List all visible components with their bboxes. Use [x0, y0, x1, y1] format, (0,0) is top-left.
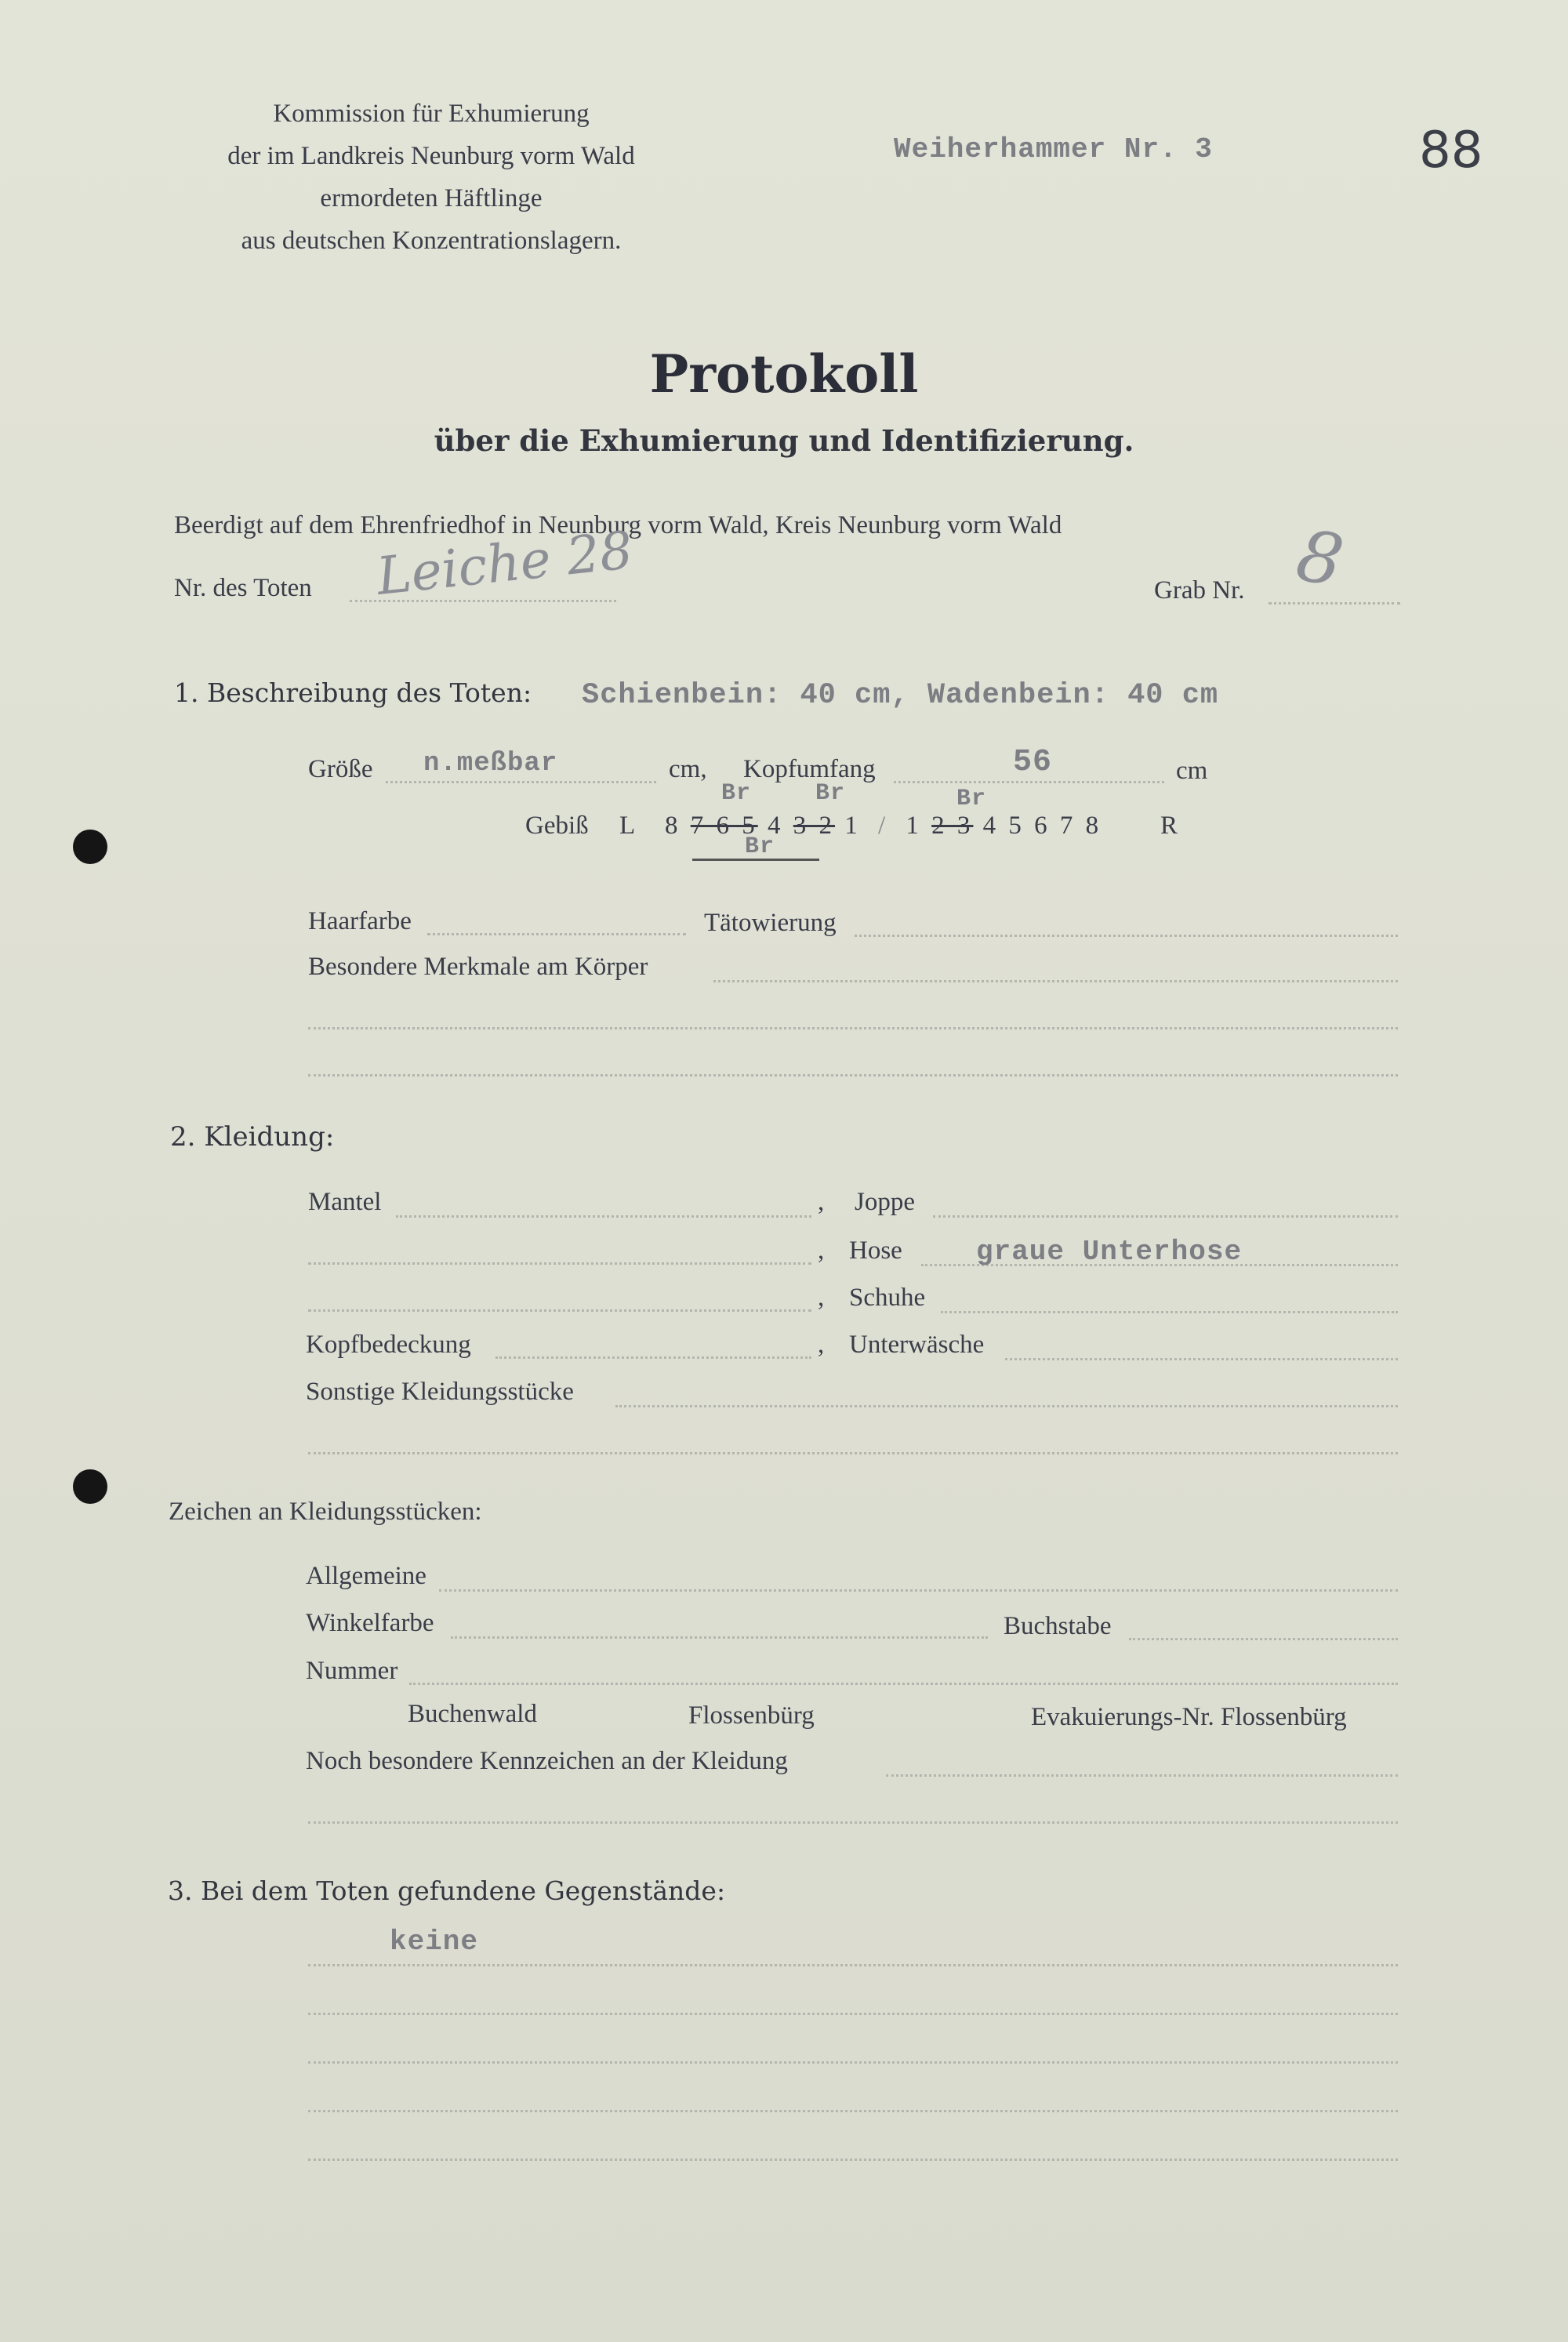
gebiss-right-marker: R [1160, 812, 1178, 840]
dental-underline [692, 859, 819, 861]
zeichen-heading: Zeichen an Kleidungsstücken: [169, 1498, 482, 1526]
nr-toten-label: Nr. des Toten [174, 574, 312, 602]
noch-label: Noch besondere Kennzeichen an der Kleidung [306, 1747, 788, 1775]
kopfbedeckung-label: Kopfbedeckung [306, 1331, 471, 1359]
br-mark-3: Br [956, 786, 987, 812]
mantel-line [396, 1215, 811, 1218]
comma-3: , [818, 1284, 825, 1312]
kopfumfang-line [894, 781, 1164, 783]
noch-line [886, 1774, 1398, 1777]
comma-4: , [818, 1331, 825, 1359]
buchstabe-line [1129, 1638, 1398, 1640]
row3-left-line [308, 1309, 811, 1312]
org-line-2: der im Landkreis Neunburg vorm Wald [227, 142, 635, 170]
teeth-right-45678: 4 5 6 7 8 [982, 812, 1102, 840]
schuhe-line [941, 1311, 1398, 1313]
section1-heading: 1. Beschreibung des Toten: [174, 677, 532, 708]
br-mark-2: Br [815, 780, 846, 807]
kopfumfang-value: 56 [1013, 745, 1053, 780]
teeth-separator: / [878, 812, 889, 840]
document-title: Protokoll [649, 343, 919, 405]
noch-line-2 [308, 1821, 1398, 1824]
hose-label: Hose [849, 1236, 902, 1265]
organization-header [157, 93, 706, 262]
bone-measurements: Schienbein: 40 cm, Wadenbein: 40 cm [582, 679, 1219, 712]
kopfumfang-label: Kopfumfang [743, 755, 876, 783]
items-line-3 [308, 2061, 1398, 2064]
winkelfarbe-label: Winkelfarbe [306, 1609, 434, 1637]
br-mark-1: Br [721, 780, 752, 807]
merkmale-line-3 [308, 1074, 1398, 1077]
nummer-line [409, 1683, 1398, 1685]
unterwaesche-label: Unterwäsche [849, 1331, 985, 1359]
gebiss-left-marker: L [619, 812, 636, 840]
items-line-2 [308, 2013, 1398, 2015]
allgemeine-label: Allgemeine [306, 1562, 426, 1590]
kopfbedeckung-line [495, 1356, 811, 1359]
page-number: 88 [1419, 122, 1483, 180]
buchenwald-label: Buchenwald [408, 1700, 537, 1728]
winkelfarbe-line [451, 1636, 988, 1639]
teeth-left-struck-32: 3 2 [793, 812, 835, 840]
teeth-left-1: 1 [844, 812, 861, 840]
evakuierung-label: Evakuierungs-Nr. Flossenbürg [1031, 1703, 1347, 1731]
merkmale-label: Besondere Merkmale am Körper [308, 953, 648, 981]
grab-label: Grab Nr. [1154, 576, 1245, 605]
items-line-1 [308, 1964, 1398, 1966]
teeth-left-struck-765: 7 6 5 [690, 812, 758, 840]
punch-hole-lower [73, 1469, 107, 1504]
unterwaesche-line [1005, 1358, 1398, 1360]
items-line-4 [308, 2110, 1398, 2112]
merkmale-line [713, 980, 1398, 982]
br-mark-4: Br [745, 833, 775, 860]
burial-place-text: Beerdigt auf dem Ehrenfriedhof in Neunburg vorm Wald, Kreis Neunburg vorm Wald [174, 511, 1062, 539]
taetowierung-label: Tätowierung [704, 909, 837, 937]
groesse-value: n.meßbar [423, 749, 558, 779]
buchstabe-label: Buchstabe [1004, 1612, 1112, 1640]
teeth-left-4: 4 [768, 812, 784, 840]
flossenbuerg-label: Flossenbürg [688, 1701, 815, 1730]
haarfarbe-line [427, 933, 686, 935]
row2-left-line [308, 1262, 811, 1265]
comma-2: , [818, 1236, 825, 1265]
section3-heading: 3. Bei dem Toten gefundene Gegenstände: [168, 1875, 726, 1906]
nr-toten-value: Leiche 28 [373, 520, 636, 607]
schuhe-label: Schuhe [849, 1284, 926, 1312]
sonstige-line [615, 1405, 1398, 1407]
sonstige-label: Sonstige Kleidungsstücke [306, 1378, 574, 1406]
cm-label-1: cm, [669, 755, 707, 783]
section2-heading: 2. Kleidung: [170, 1121, 335, 1153]
merkmale-line-2 [308, 1027, 1398, 1029]
teeth-left-8: 8 [665, 812, 681, 840]
comma-1: , [818, 1188, 825, 1216]
haarfarbe-label: Haarfarbe [308, 907, 412, 935]
reference-number: Weiherhammer Nr. 3 [894, 133, 1213, 165]
taetowierung-line [855, 935, 1398, 937]
gebiss-label: Gebiß [525, 812, 589, 840]
groesse-line [386, 781, 656, 783]
org-line-1: Kommission für Exhumierung [273, 100, 590, 128]
groesse-label: Größe [308, 755, 373, 783]
hose-value: graue Unterhose [976, 1236, 1243, 1268]
teeth-right-1: 1 [906, 812, 922, 840]
nummer-label: Nummer [306, 1657, 398, 1685]
org-line-4: aus deutschen Konzentrationslagern. [241, 227, 622, 255]
teeth-right-struck-23: 2 3 [931, 812, 974, 840]
sonstige-line-2 [308, 1452, 1398, 1454]
allgemeine-line [439, 1589, 1398, 1592]
org-line-3: ermordeten Häftlinge [320, 184, 543, 212]
punch-hole-upper [73, 830, 107, 864]
section3-value: keine [390, 1926, 479, 1958]
grab-value: 8 [1290, 514, 1349, 604]
items-line-5 [308, 2159, 1398, 2161]
cm-label-2: cm [1176, 757, 1208, 785]
joppe-label: Joppe [855, 1188, 915, 1216]
dental-chart [665, 812, 1102, 841]
document-subtitle: über die Exhumierung und Identifizierung. [434, 423, 1134, 458]
joppe-line [933, 1215, 1398, 1218]
mantel-label: Mantel [308, 1188, 382, 1216]
